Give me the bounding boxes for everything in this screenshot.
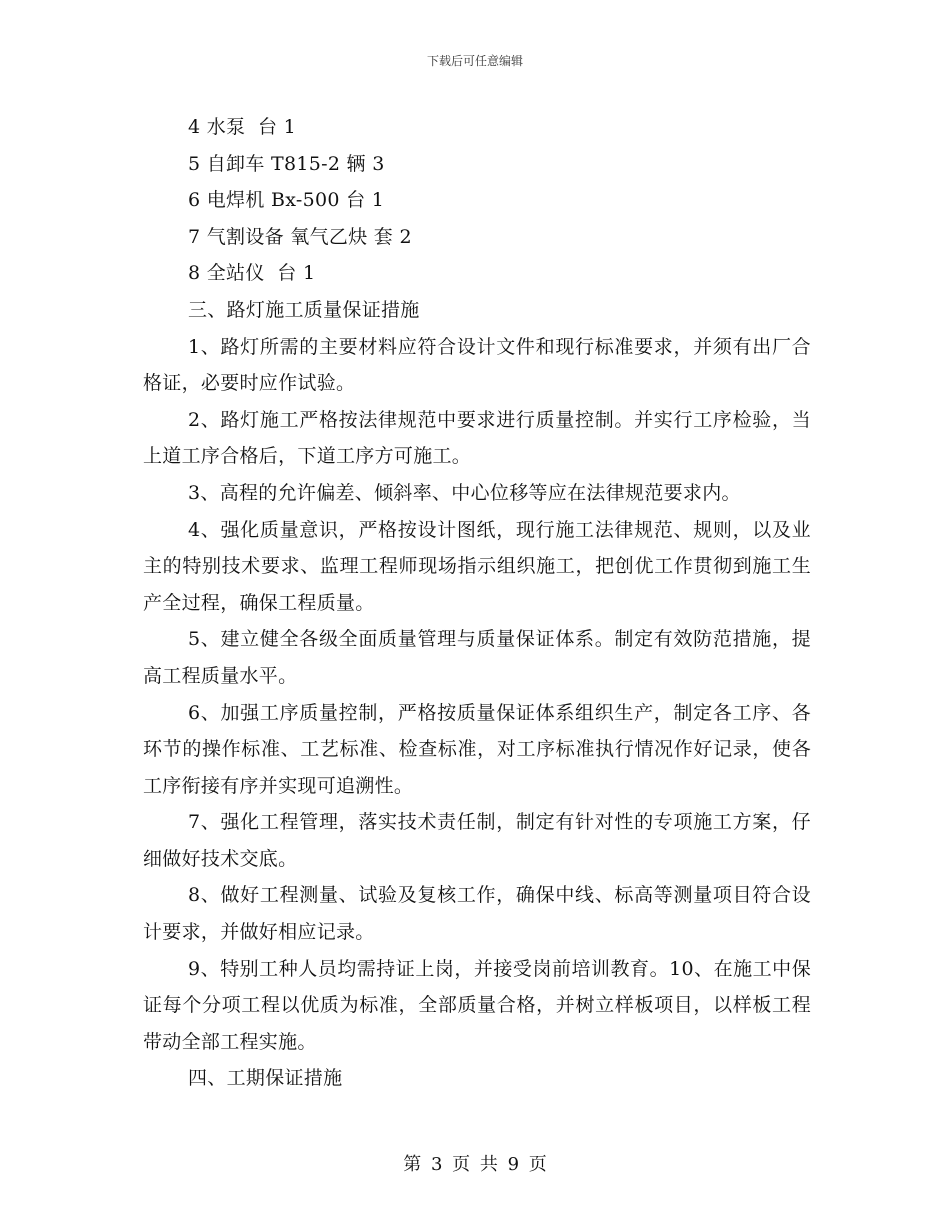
quality-paragraph-9: 9、特别工种人员均需持证上岗，并接受岗前培训教育。10、在施工中保证每个分项工程以优质为标准，全部质量合格，并树立样板项目，以样板工程带动全部工程实施。 bbox=[143, 957, 811, 1053]
equipment-item: 6 电焊机 Bx-500 台 1 bbox=[188, 189, 385, 212]
quality-paragraph-1: 1、路灯所需的主要材料应符合设计文件和现行标准要求，并须有出厂合格证，必要时应作试验。 bbox=[143, 335, 811, 395]
quality-paragraph-7: 7、强化工程管理，落实技术责任制，制定有针对性的专项施工方案，仔细做好技术交底。 bbox=[143, 811, 811, 870]
quality-paragraph-6: 6、加强工序质量控制，严格按质量保证体系组织生产，制定各工序、各环节的操作标准、工艺标准、检查标准，对工序标准执行情况作好记录，使各工序衔接有序并实现可追溯性。 bbox=[143, 701, 811, 797]
page-number-footer: 第 3 页 共 9 页 bbox=[403, 1154, 547, 1175]
quality-paragraph-2: 2、路灯施工严格按法律规范中要求进行质量控制。并实行工序检验，当上道工序合格后，下道工序方可施工。 bbox=[143, 408, 811, 468]
quality-paragraph-5: 5、建立健全各级全面质量管理与质量保证体系。制定有效防范措施，提高工程质量水平。 bbox=[143, 628, 811, 687]
equipment-item: 5 自卸车 T815-2 辆 3 bbox=[188, 152, 385, 175]
section-heading-schedule: 四、工期保证措施 bbox=[188, 1067, 343, 1090]
equipment-item: 4 水泵 台 1 bbox=[188, 116, 297, 138]
equipment-item: 8 全站仪 台 1 bbox=[188, 262, 316, 285]
page-header-note: 下载后可任意编辑 bbox=[426, 54, 523, 68]
quality-paragraph-8: 8、做好工程测量、试验及复核工作，确保中线、标高等测量项目符合设计要求，并做好相应记录。 bbox=[143, 884, 811, 944]
quality-paragraph-3: 3、高程的允许偏差、倾斜率、中心位移等应在法律规范要求内。 bbox=[188, 481, 741, 504]
equipment-item: 7 气割设备 氧气乙炔 套 2 bbox=[188, 225, 412, 248]
quality-paragraph-4: 4、强化质量意识，严格按设计图纸，现行施工法律规范、规则，以及业主的特别技术要求、监理工程师现场指示组织施工，把创优工作贯彻到施工生产全过程，确保工程质量。 bbox=[143, 518, 811, 614]
document-body bbox=[143, 109, 811, 1097]
section-heading-quality: 三、路灯施工质量保证措施 bbox=[188, 298, 420, 321]
